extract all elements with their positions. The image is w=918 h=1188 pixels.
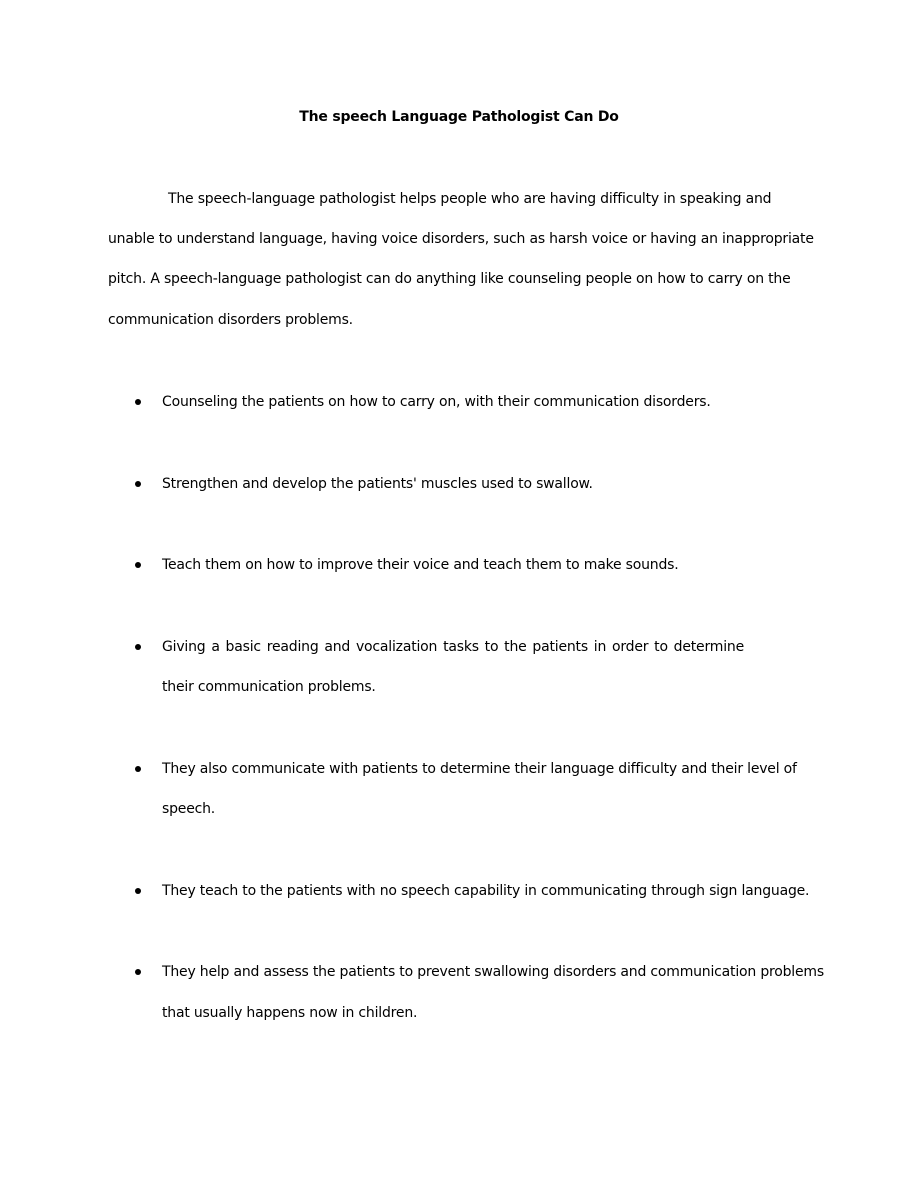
bullet-dot-icon xyxy=(135,644,141,650)
list-item-text-continued: their communication problems. xyxy=(162,679,376,695)
list-item-text-continued: speech. xyxy=(162,801,216,817)
list-item-text: Teach them on how to improve their voice and teach them to make sounds. xyxy=(162,557,679,573)
bullet-dot-icon xyxy=(135,888,141,894)
list-item-text-continued: that usually happens now in children. xyxy=(162,1005,418,1021)
intro-line-3: pitch. A speech-language pathologist can do anything like counseling people on how to carry on the xyxy=(108,271,791,287)
list-item-text: They also communicate with patients to determine their language difficulty and their level of xyxy=(162,761,797,777)
bullet-dot-icon xyxy=(135,481,141,487)
intro-line-1: The speech-language pathologist helps people who are having difficulty in speaking and xyxy=(168,191,772,207)
list-item-text: Strengthen and develop the patients' muscles used to swallow. xyxy=(162,476,593,492)
list-item-text: Giving a basic reading and vocalization tasks to the patients in order to determine xyxy=(162,639,744,655)
page-title: The speech Language Pathologist Can Do xyxy=(299,109,619,125)
intro-line-4: communication disorders problems. xyxy=(108,312,353,328)
bullet-dot-icon xyxy=(135,399,141,405)
bullet-dot-icon xyxy=(135,766,141,772)
intro-line-2: unable to understand language, having voice disorders, such as harsh voice or having an inappropriate xyxy=(108,231,814,247)
list-item-text: Counseling the patients on how to carry on, with their communication disorders. xyxy=(162,394,711,410)
list-item-text: They teach to the patients with no speech capability in communicating through sign language. xyxy=(162,883,810,899)
bullet-dot-icon xyxy=(135,562,141,568)
list-item-text: They help and assess the patients to prevent swallowing disorders and communication problems xyxy=(162,964,824,980)
bullet-dot-icon xyxy=(135,969,141,975)
